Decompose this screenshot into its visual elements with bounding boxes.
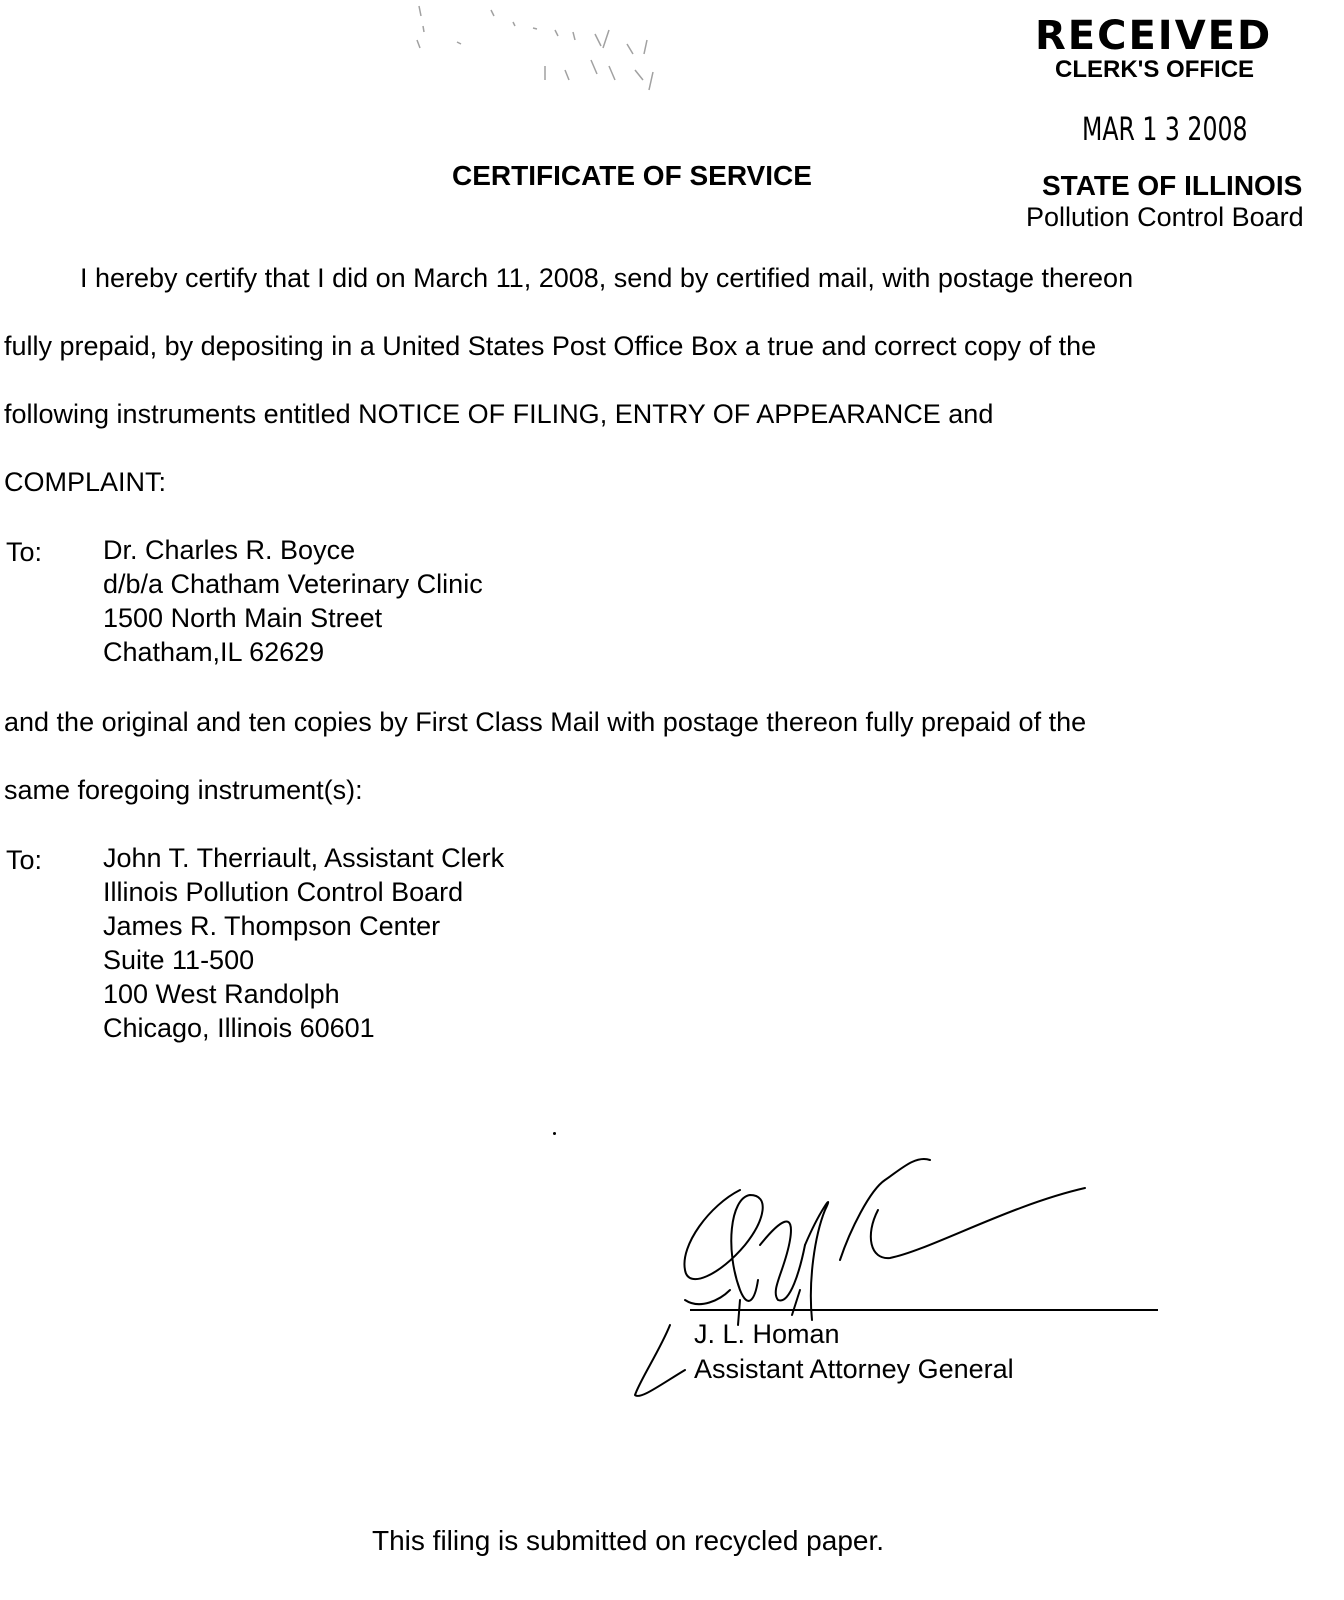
address-line: 1500 North Main Street xyxy=(103,603,383,633)
address-line: John T. Therriault, Assistant Clerk xyxy=(103,843,505,873)
received-stamp-date: MAR 1 3 2008 xyxy=(1082,110,1248,148)
address-line: 100 West Randolph xyxy=(103,979,340,1009)
received-stamp-state: STATE OF ILLINOIS xyxy=(1042,170,1303,201)
paragraph-line: and the original and ten copies by First Class Mail with postage thereon fully prepaid of the xyxy=(4,707,1087,737)
recycled-paper-note: This filing is submitted on recycled paper. xyxy=(372,1525,885,1556)
address-line: d/b/a Chatham Veterinary Clinic xyxy=(103,569,483,599)
scan-smudge-marks xyxy=(395,0,685,100)
recipient-address-block xyxy=(103,533,483,669)
received-stamp-office: CLERK'S OFFICE xyxy=(1055,56,1255,83)
recipient-address-block xyxy=(103,841,504,1045)
paragraph-line: COMPLAINT: xyxy=(4,467,167,497)
address-line: Suite 11-500 xyxy=(103,945,255,975)
signature-line xyxy=(690,1309,1158,1311)
address-line: Dr. Charles R. Boyce xyxy=(103,535,356,565)
recipient-label: To: xyxy=(6,537,43,567)
paragraph-line: I hereby certify that I did on March 11, 2008, send by certified mail, with postage thereon xyxy=(80,263,1134,293)
signer-title: Assistant Attorney General xyxy=(694,1354,1014,1384)
address-line: Illinois Pollution Control Board xyxy=(103,877,464,907)
address-line: Chatham,IL 62629 xyxy=(103,637,325,667)
paragraph-line: following instruments entitled NOTICE OF FILING, ENTRY OF APPEARANCE and xyxy=(4,399,994,429)
signer-name: J. L. Homan xyxy=(694,1319,840,1349)
recipient-label: To: xyxy=(6,845,43,875)
received-stamp-board: Pollution Control Board xyxy=(1026,202,1304,232)
scan-dot xyxy=(553,1132,556,1135)
paragraph-line: fully prepaid, by depositing in a United States Post Office Box a true and correct copy of the xyxy=(4,331,1097,361)
paragraph-line: same foregoing instrument(s): xyxy=(4,775,363,805)
received-stamp-heading: RECEIVED xyxy=(1035,13,1273,59)
document-title: CERTIFICATE OF SERVICE xyxy=(452,160,812,191)
address-line: James R. Thompson Center xyxy=(103,911,441,941)
address-line: Chicago, Illinois 60601 xyxy=(103,1013,375,1043)
